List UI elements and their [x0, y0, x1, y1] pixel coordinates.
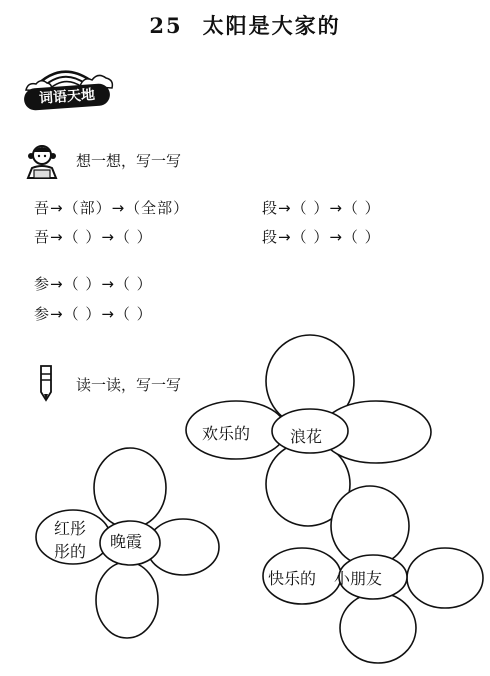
- exercise-row-1-left: 吾→（部）→（全部）: [34, 199, 190, 217]
- flower-left-center: 晚霞: [110, 532, 143, 551]
- flower-top-label: 欢乐的: [202, 424, 251, 443]
- exercise-row-4: 参→（ ）→（ ）: [34, 305, 153, 323]
- exercise-row-2-left: 吾→（ ）→（ ）: [34, 228, 153, 246]
- exercise-row-2-right: 段→（ ）→（ ）: [262, 228, 381, 246]
- flower-right-label: 快乐的: [268, 569, 317, 588]
- banner-label: 词语天地: [23, 83, 110, 111]
- flower-right-center: 小朋友: [334, 569, 383, 588]
- section-think-write: 想一想，写一写: [76, 152, 182, 170]
- exercise-row-3: 参→（ ）→（ ）: [34, 275, 153, 293]
- flower-left-label-2: 彤的: [54, 542, 87, 561]
- exercise-row-1-right: 段→（ ）→（ ）: [262, 199, 381, 217]
- lesson-title: 太阳是大家的: [202, 13, 341, 38]
- flower-left-label-1: 红彤: [54, 519, 87, 538]
- section-read-write: 读一读，写一写: [76, 376, 182, 394]
- flower-top-center: 浪花: [290, 427, 323, 446]
- lesson-number: 25: [149, 13, 183, 38]
